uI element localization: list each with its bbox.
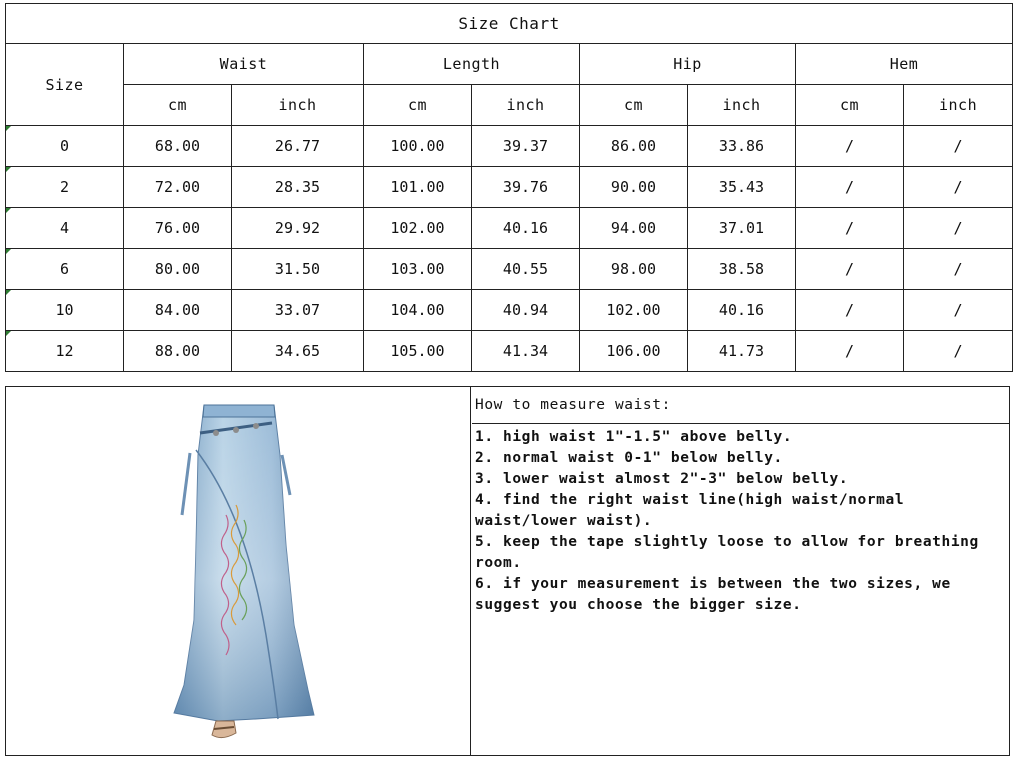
hem-cm-cell: /: [796, 331, 904, 372]
waist-group-header: Waist: [124, 44, 364, 85]
waist-inch-cell: 28.35: [232, 167, 364, 208]
hem-inch-cell: /: [904, 126, 1013, 167]
size-cell: 2: [6, 167, 124, 208]
hem-group-header: Hem: [796, 44, 1013, 85]
length-cm-cell: 105.00: [364, 331, 472, 372]
hip-inch-cell: 38.58: [688, 249, 796, 290]
denim-maxi-skirt-icon: [156, 395, 326, 745]
size-cell: 6: [6, 249, 124, 290]
table-row: [6, 208, 1013, 249]
waist-cm-cell: 88.00: [124, 331, 232, 372]
waist-cm-cell: 68.00: [124, 126, 232, 167]
howto-line: 5. keep the tape slightly loose to allow for breathing room.: [475, 534, 979, 571]
size-chart-title: Size Chart: [6, 4, 1013, 44]
waist-cm-cell: 80.00: [124, 249, 232, 290]
hem-inch-cell: /: [904, 249, 1013, 290]
hip-cm-cell: 86.00: [580, 126, 688, 167]
waist-inch-cell: 31.50: [232, 249, 364, 290]
hip-inch-cell: 33.86: [688, 126, 796, 167]
length-cm-cell: 101.00: [364, 167, 472, 208]
waist-cm-header: cm: [124, 85, 232, 126]
length-cm-cell: 102.00: [364, 208, 472, 249]
hip-group-header: Hip: [580, 44, 796, 85]
hip-cm-cell: 102.00: [580, 290, 688, 331]
hip-cm-cell: 98.00: [580, 249, 688, 290]
waist-inch-cell: 26.77: [232, 126, 364, 167]
length-inch-cell: 40.16: [472, 208, 580, 249]
size-cell: 4: [6, 208, 124, 249]
hip-cm-cell: 94.00: [580, 208, 688, 249]
table-row: [6, 126, 1013, 167]
waist-inch-cell: 34.65: [232, 331, 364, 372]
table-row: [6, 249, 1013, 290]
hem-inch-cell: /: [904, 208, 1013, 249]
length-inch-cell: 39.37: [472, 126, 580, 167]
length-inch-cell: 40.55: [472, 249, 580, 290]
size-column-header: Size: [6, 44, 124, 126]
waist-cm-cell: 72.00: [124, 167, 232, 208]
table-row: [6, 167, 1013, 208]
hem-cm-cell: /: [796, 290, 904, 331]
hem-inch-cell: /: [904, 290, 1013, 331]
length-cm-cell: 104.00: [364, 290, 472, 331]
hip-cm-cell: 106.00: [580, 331, 688, 372]
howto-line: 6. if your measurement is between the two sizes, we suggest you choose the bigger size.: [475, 576, 951, 613]
size-cell: 10: [6, 290, 124, 331]
howto-title: How to measure waist:: [472, 387, 1009, 424]
waist-cm-cell: 84.00: [124, 290, 232, 331]
howto-line: 1. high waist 1"-1.5" above belly.: [475, 429, 793, 445]
length-inch-cell: 41.34: [472, 331, 580, 372]
length-cm-cell: 100.00: [364, 126, 472, 167]
howto-line: 4. find the right waist line(high waist/normal waist/lower waist).: [475, 492, 905, 529]
hem-cm-cell: /: [796, 249, 904, 290]
table-row: [6, 331, 1013, 372]
length-inch-cell: 40.94: [472, 290, 580, 331]
length-group-header: Length: [364, 44, 580, 85]
hem-inch-cell: /: [904, 167, 1013, 208]
howto-instructions: [472, 427, 1009, 616]
measure-guide-panel: [5, 386, 1010, 756]
product-image-pane: [6, 387, 471, 755]
waist-inch-cell: 33.07: [232, 290, 364, 331]
waist-inch-header: inch: [232, 85, 364, 126]
length-cm-cell: 103.00: [364, 249, 472, 290]
howto-line: 2. normal waist 0-1" below belly.: [475, 450, 783, 466]
size-cell: 12: [6, 331, 124, 372]
hip-cm-cell: 90.00: [580, 167, 688, 208]
size-cell: 0: [6, 126, 124, 167]
hip-cm-header: cm: [580, 85, 688, 126]
hip-inch-cell: 41.73: [688, 331, 796, 372]
hip-inch-cell: 37.01: [688, 208, 796, 249]
hem-cm-cell: /: [796, 208, 904, 249]
length-inch-cell: 39.76: [472, 167, 580, 208]
length-inch-header: inch: [472, 85, 580, 126]
length-cm-header: cm: [364, 85, 472, 126]
hem-inch-header: inch: [904, 85, 1013, 126]
hip-inch-header: inch: [688, 85, 796, 126]
hip-inch-cell: 35.43: [688, 167, 796, 208]
hem-cm-header: cm: [796, 85, 904, 126]
table-row: [6, 290, 1013, 331]
waist-inch-cell: 29.92: [232, 208, 364, 249]
hem-cm-cell: /: [796, 167, 904, 208]
hem-inch-cell: /: [904, 331, 1013, 372]
size-chart-table: [5, 3, 1013, 372]
howto-line: 3. lower waist almost 2"-3" below belly.: [475, 471, 849, 487]
hem-cm-cell: /: [796, 126, 904, 167]
hip-inch-cell: 40.16: [688, 290, 796, 331]
waist-cm-cell: 76.00: [124, 208, 232, 249]
